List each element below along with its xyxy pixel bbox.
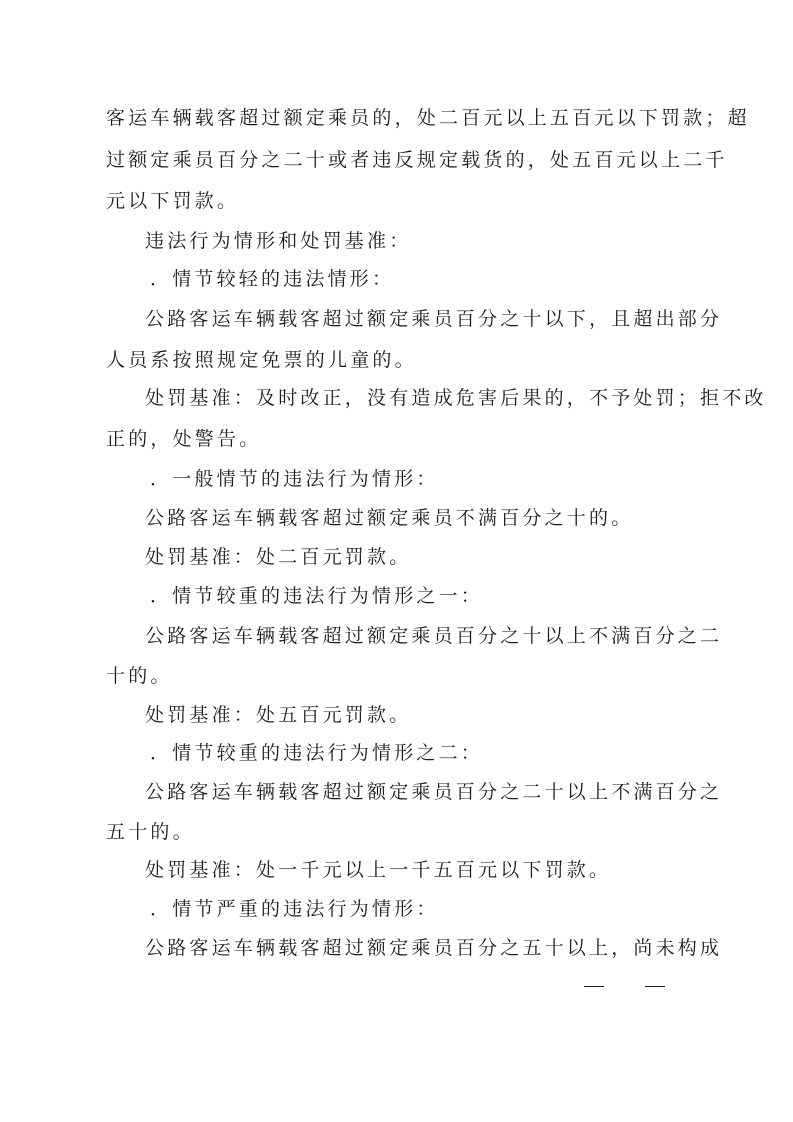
text-line-16: 处罚基准：处五百元罚款。 [145,704,412,726]
text-line-2: 过额定乘员百分之二十或者违反规定载货的，处五百元以上二千 [106,149,728,171]
text-line-15: 十的。 [106,665,173,687]
item-heading-general: ．一般情节的违法行为情形： [150,468,439,490]
item-heading-serious-1: ．情节较重的违法行为情形之一： [150,585,484,607]
footer-dash-right [645,986,665,987]
text-line-3: 元以下罚款。 [106,190,240,212]
text-line-1: 客运车辆载客超过额定乘员的，处二百元以上五百元以下罚款；超 [106,107,750,129]
page-footer [0,974,793,998]
text-line-22: 公路客运车辆载客超过额定乘员百分之五十以上，尚未构成 [145,937,723,959]
text-line-9: 正的，处警告。 [106,428,262,450]
text-line-19: 五十的。 [106,821,195,843]
text-line-7: 人员系按照规定免票的儿童的。 [106,349,417,371]
item-heading-severe: ．情节严重的违法行为情形： [150,898,439,920]
item-heading-minor: ．情节较轻的违法情形： [150,268,395,290]
text-line-14: 公路客运车辆载客超过额定乘员百分之十以上不满百分之二 [145,625,723,647]
item-heading-serious-2: ．情节较重的违法行为情形之二： [150,742,484,764]
text-line-11: 公路客运车辆载客超过额定乘员不满百分之十的。 [145,507,634,529]
text-line-12: 处罚基准：处二百元罚款。 [145,546,412,568]
text-line-18: 公路客运车辆载客超过额定乘员百分之二十以上不满百分之 [145,781,723,803]
section-heading: 违法行为情形和处罚基准： [145,230,412,252]
text-line-8: 处罚基准：及时改正，没有造成危害后果的，不予处罚；拒不改 [145,387,767,409]
footer-dash-left [584,986,604,987]
text-line-20: 处罚基准：处一千元以上一千五百元以下罚款。 [145,859,612,881]
text-line-6: 公路客运车辆载客超过额定乘员百分之十以下，且超出部分 [145,308,723,330]
